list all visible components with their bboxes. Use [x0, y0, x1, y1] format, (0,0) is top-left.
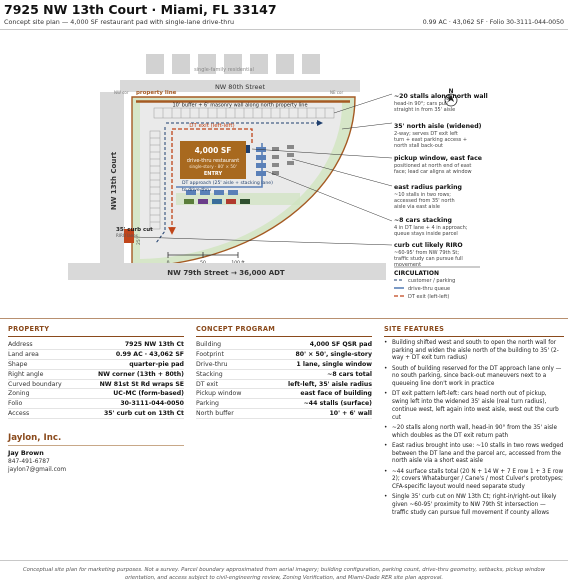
svg-text:positioned at north end of eas: positioned at north end of east [394, 163, 472, 169]
concept-key: Pickup window [196, 390, 242, 398]
property-value: 7925 NW 13th Ct [124, 341, 184, 348]
agent-email[interactable]: jaylon7@gmail.com [8, 467, 67, 474]
svg-text:movement: movement [394, 262, 422, 268]
property-row [8, 380, 184, 390]
pickup-window [246, 145, 250, 153]
property-row [8, 360, 184, 370]
concept-value: left-left, 35' aisle radius [288, 380, 372, 388]
feature-item: • ~44 surface stalls total (20 N + 14 W + 7 E row 1 + 3 E row 2); covers Whataburger / Cane's / most Culver's prototypes; CFA-specific layout would need separate study [384, 469, 564, 492]
svg-text:~60-95' from NW 79th St;: ~60-95' from NW 79th St; [394, 250, 460, 256]
disclaimer: Conceptual site plan for marketing purposes. Not a survey. Parcel boundary approximated from aerial imagery; building configuration, parking count, drive-thru geometry, setbacks, pickup window orientation, and access subject to civil-engineering review, Zoning Verification, and Miami-Dade RER site plan approval. [22, 567, 546, 581]
features-heading: SITE FEATURES [384, 325, 564, 337]
property-value: 35' curb cut on 13th Ct [104, 410, 184, 418]
callout-north-aisle [394, 123, 482, 149]
feature-item: • South of building reserved for the DT approach lane only — no south parking, since back-out maneuvers next to a queueing line don't work in practice [384, 366, 564, 389]
dt-exit-label: DT exit (left-left) [189, 123, 235, 129]
feature-item: • Single 35' curb cut on NW 13th Ct; right-in/right-out likely given ~60-95' proximity to NW 79th St intersection — traffic study can pursue full movement if county allows [384, 494, 564, 517]
feature-item: • Building shifted west and south to open the north wall for parking and widen the aisle north of the building to 35' (2-way + DT exit turn radius) [384, 340, 564, 363]
property-key: Address [8, 341, 33, 348]
property-key: Access [8, 410, 30, 418]
property-table [8, 340, 184, 419]
west-street-label: NW 13th Court [110, 151, 118, 211]
concept-row [196, 370, 372, 380]
building-use: drive-thru restaurant [186, 158, 240, 164]
building-size: 4,000 SF [194, 146, 232, 155]
svg-text:accessed from 35' north: accessed from 35' north [394, 198, 455, 204]
property-value: 30-3111-044-0050 [120, 400, 184, 408]
site-plan-drawing [0, 31, 568, 315]
property-row [8, 370, 184, 380]
riro-label: RIRO lanes [116, 233, 138, 238]
concept-value: 4,000 SF QSR pad [309, 341, 372, 348]
page-title: 7925 NW 13th Court · Miami, FL 33147 [4, 2, 277, 17]
page-subtitle: Concept site plan — 4,000 SF restaurant pad with single-lane drive-thru [4, 18, 235, 26]
property-row [8, 409, 184, 419]
property-value: quarter-pie pad [129, 360, 184, 368]
curb-cut-label: 35' curb cut [116, 227, 153, 233]
concept-key: Parking [196, 400, 219, 408]
north-street-label: NW 80th Street [214, 83, 266, 91]
property-value: NW corner (13th + 80th) [97, 370, 184, 378]
concept-key: Stacking [196, 370, 223, 378]
concept-table [196, 340, 372, 419]
circulation-legend [394, 267, 480, 300]
property-row [8, 389, 184, 399]
property-value: NW 81st St Rd wraps SE [99, 380, 184, 388]
to-drive-thru-label: to drive-thru [182, 188, 211, 193]
concept-key: DT exit [196, 380, 219, 388]
property-column [8, 325, 184, 473]
concept-key: North buffer [196, 410, 234, 418]
property-key: Zoning [8, 390, 30, 398]
svg-text:curb cut likely RIRO: curb cut likely RIRO [394, 242, 463, 249]
feature-item: • East radius brought into use: ~10 stalls in two rows wedged between the DT lane and the parcel arc, accessed from the north aisle via a short east aisle [384, 443, 564, 466]
svg-text:pickup window, east face: pickup window, east face [394, 155, 482, 162]
building-dims: single-story · 80' × 50' [189, 164, 237, 169]
legend-title: CIRCULATION [394, 270, 439, 277]
svg-text:queue stays inside parcel: queue stays inside parcel [394, 231, 458, 237]
svg-text:aisle via east aisle: aisle via east aisle [394, 204, 440, 210]
concept-value: east face of building [300, 390, 372, 398]
company-name: Jaylon, Inc. [8, 433, 62, 444]
info-section [0, 318, 568, 550]
concept-row [196, 350, 372, 360]
concept-value: ~44 stalls (surface) [303, 400, 372, 408]
features-list [384, 340, 564, 517]
property-line-label: property line [136, 90, 177, 96]
concept-heading: CONCEPT PROGRAM [196, 325, 372, 337]
svg-text:4 in DT lane + 4 in approach;: 4 in DT lane + 4 in approach; [394, 225, 468, 231]
property-key: Right angle [8, 370, 44, 378]
svg-text:35' north aisle (widened): 35' north aisle (widened) [394, 123, 482, 130]
concept-value: 80' × 50', single-story [295, 350, 372, 358]
svg-text:face; lead car aligns at windo: face; lead car aligns at window [394, 169, 472, 175]
property-heading: PROPERTY [8, 325, 184, 337]
svg-text:head-in 90°; cars pull: head-in 90°; cars pull [394, 101, 448, 107]
callout-east-radius [394, 184, 462, 210]
property-key: Curved boundary [8, 380, 62, 388]
corner-nw-label: NW cor [114, 90, 129, 95]
concept-row [196, 340, 372, 350]
parcel-paving [140, 101, 342, 259]
callout-curb-cut [394, 242, 463, 268]
parcel-meta: 0.99 AC · 43,062 SF · Folio 30-3111-044-0050 [422, 19, 564, 26]
agent-phone[interactable]: 847-491-6787 [8, 459, 50, 466]
property-row [8, 350, 184, 360]
compass-north: N [448, 88, 454, 95]
legend-item-queue: drive-thru queue [408, 286, 451, 292]
concept-column [196, 325, 372, 419]
feature-item: • DT exit pattern left-left: cars head north out of pickup, swing left into the widened 35' aisle (real turn radius), continue west, left again into west aisle, west out the curb cut [384, 391, 564, 422]
south-street-label: NW 79th Street → 36,000 ADT [167, 269, 285, 277]
property-row [8, 340, 184, 350]
corner-ne-label: NE cor [330, 90, 344, 95]
concept-row [196, 409, 372, 419]
svg-text:~8 cars stacking: ~8 cars stacking [394, 217, 452, 224]
concept-row [196, 380, 372, 390]
svg-text:east radius parking: east radius parking [394, 184, 462, 191]
legend-item-dt-exit: DT exit (left-left) [408, 294, 450, 300]
svg-text:~20 stalls along north wall: ~20 stalls along north wall [394, 93, 488, 100]
feature-item: • ~20 stalls along north wall, head-in 90° from the 35' aisle which doubles as the DT exit return path [384, 425, 564, 440]
property-value: 0.99 AC · 43,062 SF [115, 350, 184, 358]
buffer-label: 10' buffer + 6' masonry wall along north property line [172, 102, 308, 109]
callout-stacking [394, 217, 468, 237]
concept-key: Building [196, 341, 222, 348]
header [0, 0, 568, 30]
concept-value: 1 lane, single window [296, 360, 372, 368]
neighbor-label: single-family residential [194, 67, 254, 73]
concept-row [196, 360, 372, 370]
site-plan [0, 31, 568, 315]
legend-item-customer: customer / parking [408, 278, 456, 284]
property-key: Folio [8, 400, 23, 408]
agent-name: Jay Brown [8, 449, 44, 458]
callout-north-stalls [394, 93, 488, 113]
concept-key: Drive-thru [196, 360, 228, 368]
svg-text:~10 stalls in two rows;: ~10 stalls in two rows; [394, 192, 451, 198]
concept-value: ~8 cars total [327, 370, 372, 378]
company-divider [8, 445, 184, 446]
parked-cars [184, 199, 250, 204]
north-stalls [154, 108, 334, 118]
property-row [8, 399, 184, 409]
concept-key: Footprint [196, 350, 224, 358]
concept-row [196, 389, 372, 399]
svg-text:north stall back-out: north stall back-out [394, 143, 443, 149]
property-key: Shape [8, 360, 28, 368]
features-column [384, 325, 564, 520]
concept-row [196, 399, 372, 409]
property-key: Land area [8, 350, 39, 358]
footer [0, 560, 568, 588]
svg-text:traffic study can pursue full: traffic study can pursue full [394, 256, 463, 262]
setback-label: 25' [137, 238, 142, 245]
concept-value: 10' + 6' wall [329, 410, 372, 418]
callout-pickup-window [394, 155, 482, 175]
property-value: UC-MC (form-based) [113, 390, 184, 398]
building-entry: ENTRY [203, 171, 223, 177]
approach-label: DT approach (25' aisle + stacking lane) [182, 181, 273, 186]
svg-text:turn + east parking access +: turn + east parking access + [394, 137, 468, 143]
svg-text:straight in from 35' aisle: straight in from 35' aisle [394, 107, 456, 113]
svg-text:2-way; serves DT exit left: 2-way; serves DT exit left [394, 131, 458, 137]
